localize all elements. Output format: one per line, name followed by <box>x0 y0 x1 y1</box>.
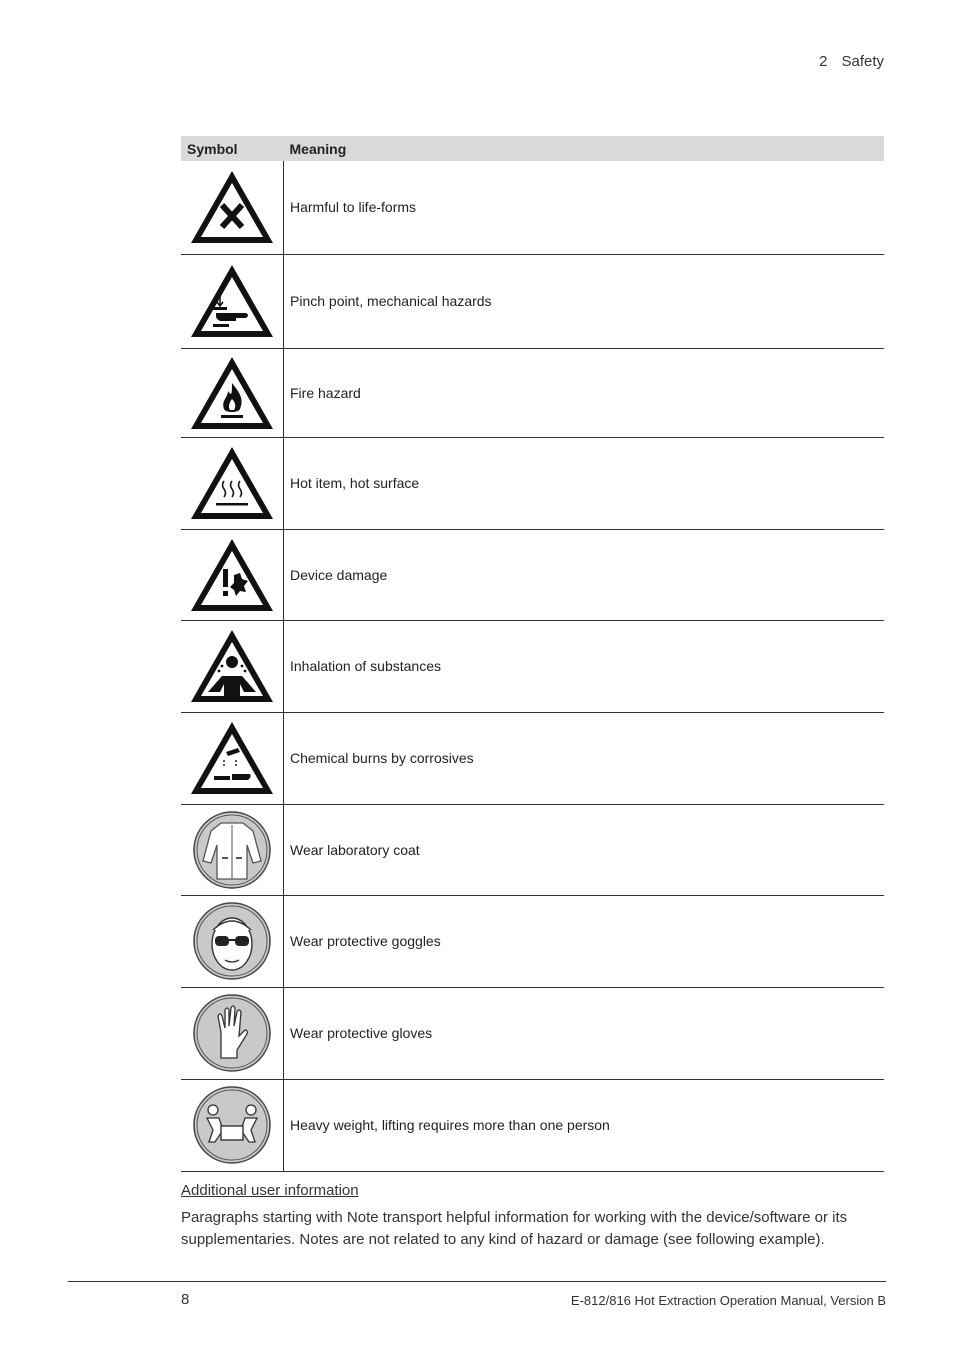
goggles-icon <box>191 900 273 982</box>
table-header-row <box>181 136 884 161</box>
meaning-cell: Harmful to life-forms <box>284 161 885 254</box>
table-row <box>181 712 884 804</box>
meaning-cell: Chemical burns by corrosives <box>284 712 885 804</box>
running-header <box>819 53 884 70</box>
symbol-cell <box>181 895 284 987</box>
table-row <box>181 437 884 529</box>
table-row <box>181 1079 884 1171</box>
meaning-cell: Wear protective gloves <box>284 987 885 1079</box>
meaning-cell: Heavy weight, lifting requires more than one person <box>284 1079 885 1171</box>
harmful-warning-icon <box>188 167 276 247</box>
meaning-cell: Hot item, hot surface <box>284 437 885 529</box>
table-row <box>181 895 884 987</box>
corrosive-warning-icon <box>188 718 276 798</box>
heavy-lift-icon <box>191 1084 273 1166</box>
inhalation-warning-icon <box>188 626 276 706</box>
meaning-cell: Device damage <box>284 529 885 620</box>
gloves-icon <box>191 992 273 1074</box>
table-row <box>181 620 884 712</box>
additional-info-heading: Additional user information <box>181 1182 359 1199</box>
fire-warning-icon <box>188 353 276 433</box>
device-damage-warning-icon <box>188 535 276 615</box>
meaning-cell: Wear laboratory coat <box>284 804 885 895</box>
column-header-meaning: Meaning <box>284 136 885 161</box>
symbol-cell <box>181 348 284 437</box>
document-title: E-812/816 Hot Extraction Operation Manual, Version B <box>570 1293 886 1308</box>
table-row <box>181 348 884 437</box>
symbol-table <box>181 136 884 1172</box>
symbol-cell <box>181 161 284 254</box>
symbol-cell <box>181 804 284 895</box>
symbol-cell <box>181 437 284 529</box>
chapter-number: 2 <box>819 53 828 70</box>
meaning-cell: Fire hazard <box>284 348 885 437</box>
lab-coat-icon <box>191 809 273 891</box>
meaning-cell: Pinch point, mechanical hazards <box>284 254 885 348</box>
table-row <box>181 987 884 1079</box>
symbol-cell <box>181 254 284 348</box>
page-number: 8 <box>181 1291 190 1308</box>
chapter-title: Safety <box>841 53 884 70</box>
table-row <box>181 254 884 348</box>
table-row <box>181 529 884 620</box>
column-header-symbol: Symbol <box>181 136 284 161</box>
symbol-cell <box>181 529 284 620</box>
footer-divider <box>68 1281 886 1282</box>
meaning-cell: Wear protective goggles <box>284 895 885 987</box>
table-row <box>181 804 884 895</box>
symbol-cell <box>181 712 284 804</box>
additional-info-paragraph: Paragraphs starting with Note transport helpful information for working with the device/software or its supplementaries. Notes are not related to any kind of hazard or damage (see following example). <box>181 1209 848 1248</box>
symbol-cell <box>181 1079 284 1171</box>
meaning-cell: Inhalation of substances <box>284 620 885 712</box>
hot-surface-warning-icon <box>188 443 276 523</box>
pinch-point-warning-icon <box>188 261 276 341</box>
table-row <box>181 161 884 254</box>
symbol-cell <box>181 987 284 1079</box>
symbol-cell <box>181 620 284 712</box>
